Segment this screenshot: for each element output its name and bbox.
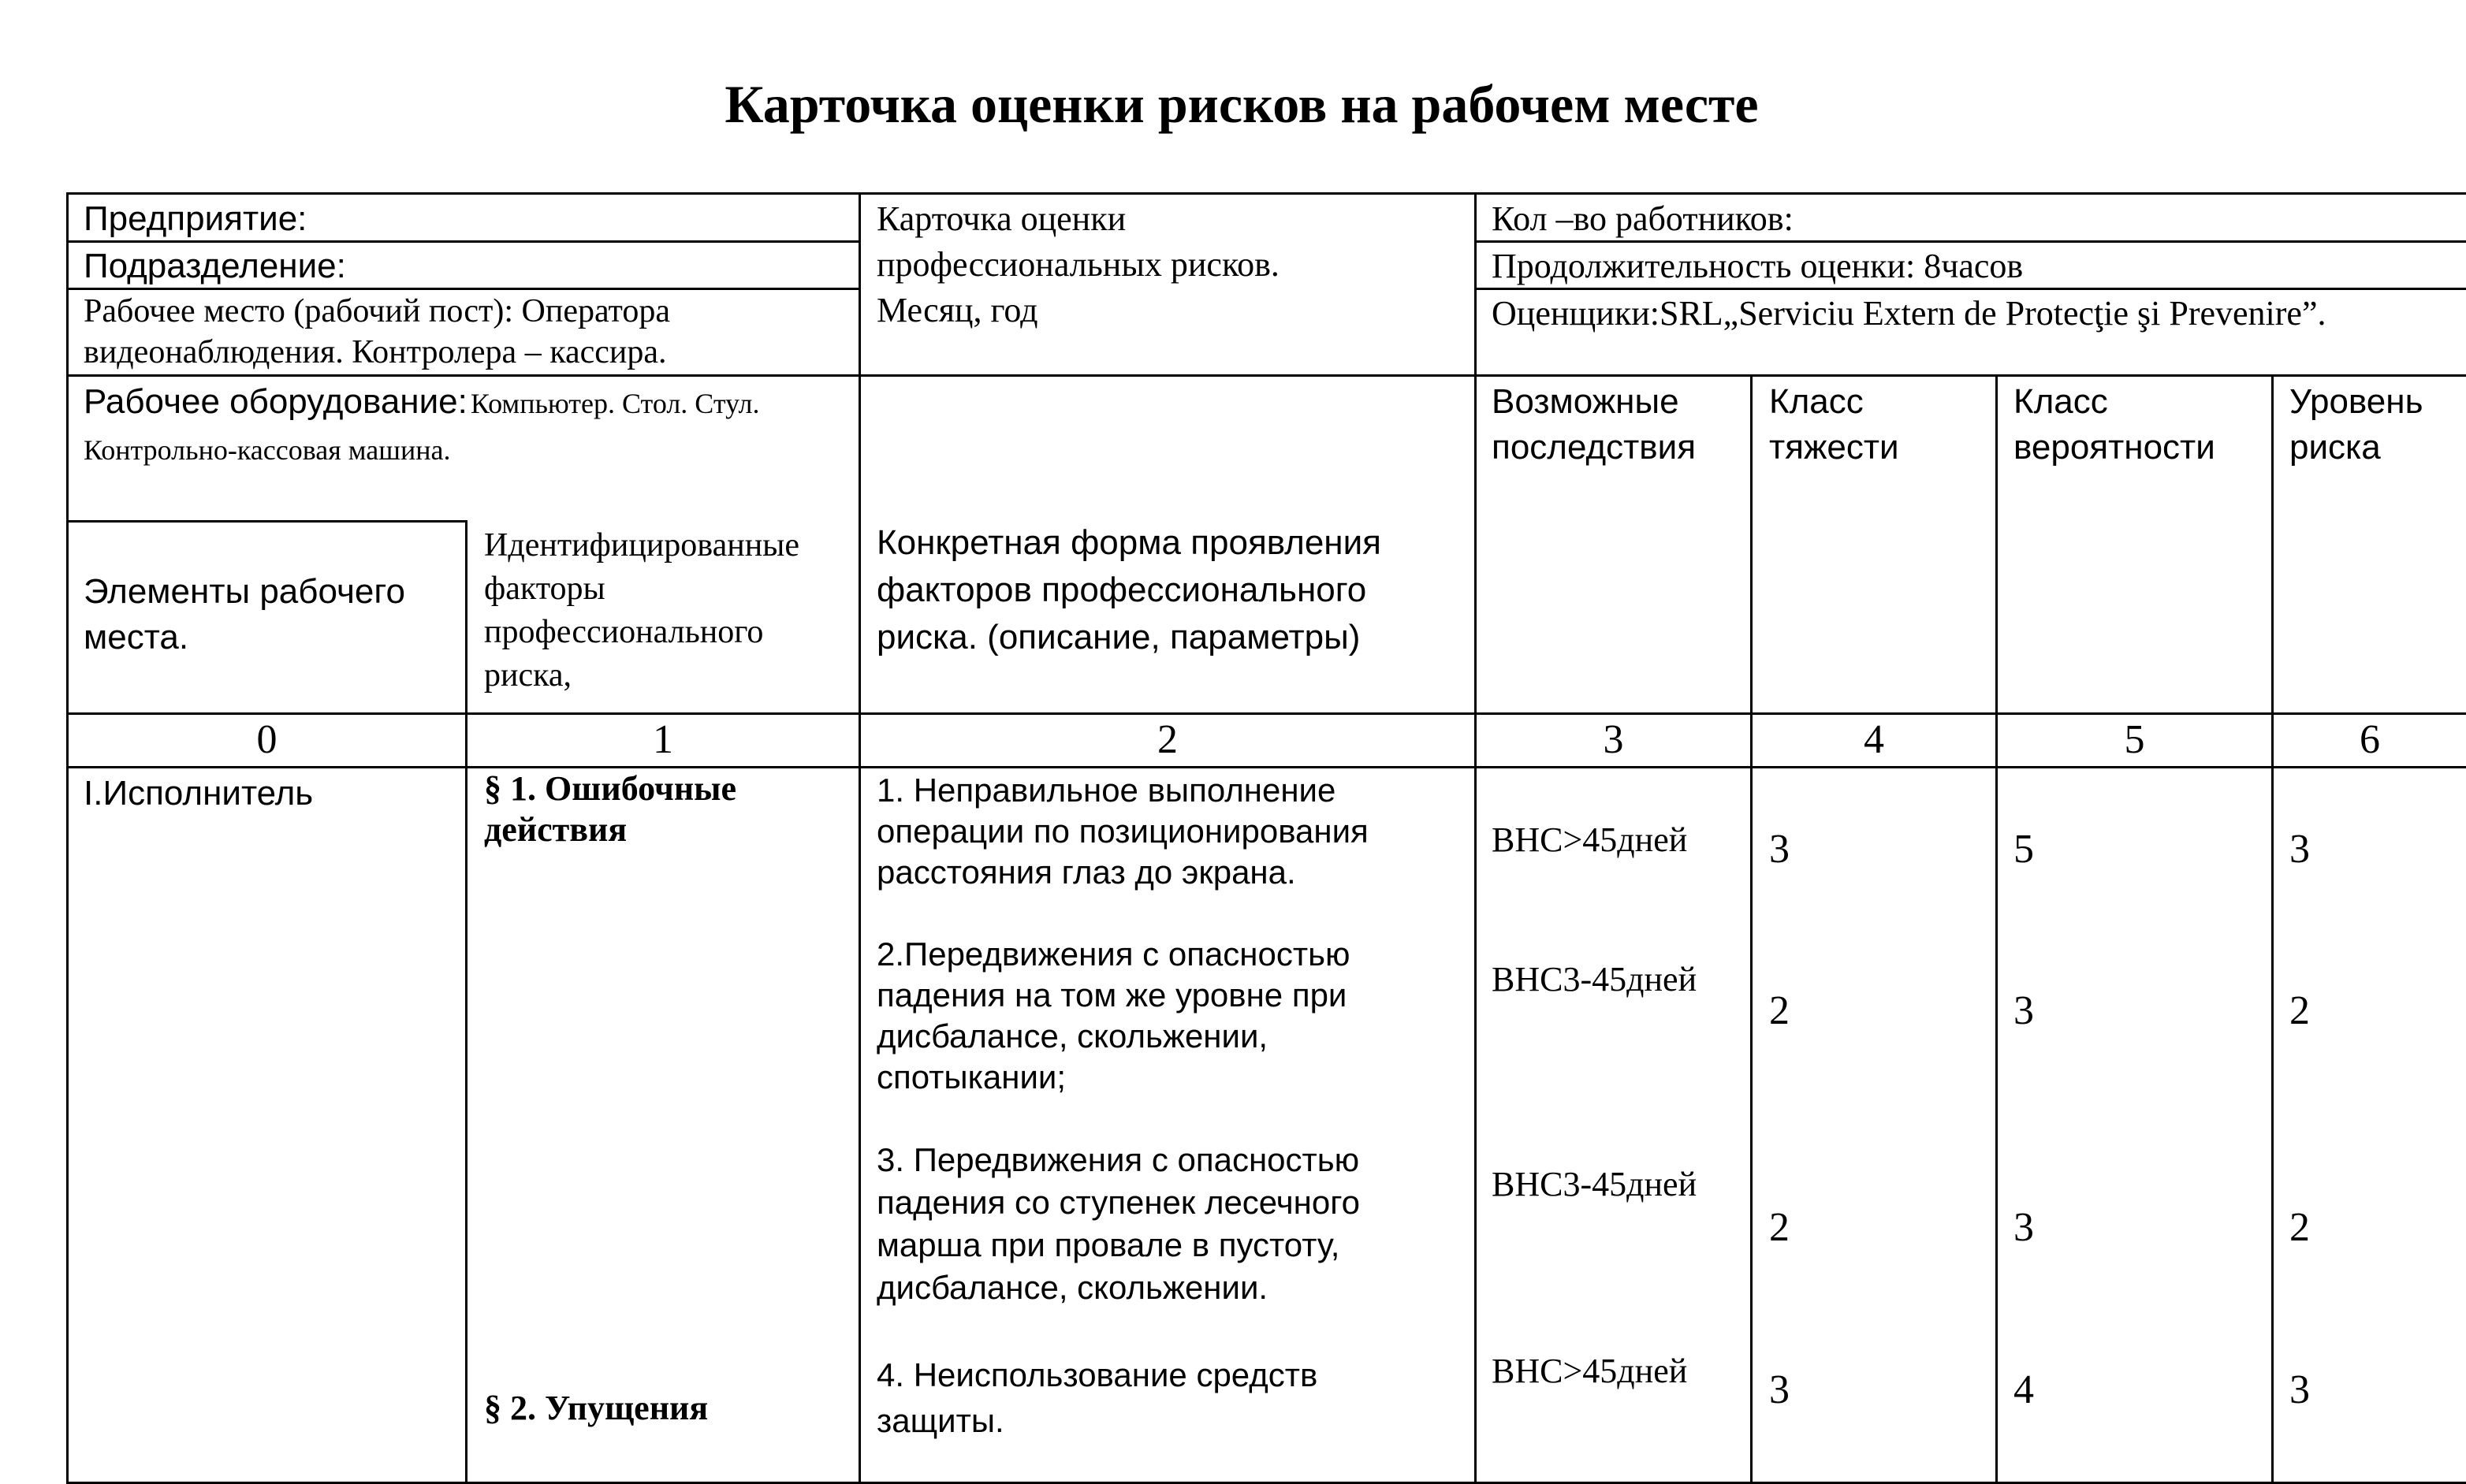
risk-level: 3: [2289, 827, 2310, 872]
equipment-value: Контрольно-кассовая машина.: [84, 434, 451, 466]
card-title-line: профессиональных рисков.: [877, 245, 1280, 284]
column-number: 2: [1157, 717, 1178, 762]
table-left-border: [66, 192, 69, 1484]
table-top-border: [66, 192, 2466, 195]
workplace-line: Рабочее место (рабочий пост): Оператора: [84, 293, 671, 329]
column-number: 3: [1603, 717, 1624, 762]
assessment-duration: Продолжительность оценки: 8часов: [1492, 247, 2024, 285]
workplace-line: видеонаблюдения. Контролера – кассира.: [84, 334, 667, 370]
column-header-probability: Класс вероятности: [2013, 382, 2215, 467]
probability-class: 4: [2013, 1367, 2034, 1412]
row-separator: [66, 766, 2466, 768]
card-title: [877, 196, 1280, 333]
severity-class: 2: [1769, 988, 1790, 1033]
column-number: 4: [1864, 717, 1884, 762]
column-header-elements: Элементы рабочего места.: [84, 572, 405, 656]
risk-description: 3. Передвижения с опасностью падения со ступенек лесечного марша при провале в пустоту, дисбалансе, скольжении.: [877, 1141, 1360, 1306]
probability-class: 5: [2013, 827, 2034, 872]
column-separator: [1474, 192, 1477, 1484]
severity-class: 3: [1769, 827, 1790, 872]
column-separator: [1995, 374, 1998, 1484]
workers-count-label: Кол –во работников:: [1492, 199, 1794, 238]
probability-class: 3: [2013, 988, 2034, 1033]
column-header-severity: Класс тяжести: [1769, 382, 1899, 467]
equipment-block: [84, 380, 759, 468]
column-separator: [2271, 374, 2274, 1484]
consequence-value: ВНС3-45дней: [1492, 1165, 1697, 1203]
card-title-line: Карточка оценки: [877, 199, 1127, 238]
probability-class: 3: [2013, 1205, 2034, 1250]
factor-omissions: § 2. Упущения: [484, 1389, 709, 1427]
risk-level: 2: [2289, 988, 2310, 1033]
column-number: 0: [256, 717, 278, 762]
row-separator: [66, 374, 2466, 377]
workplace-element: I.Исполнитель: [84, 774, 314, 813]
column-number: 5: [2124, 717, 2145, 762]
risk-level: 3: [2289, 1367, 2310, 1412]
risk-level: 2: [2289, 1205, 2310, 1250]
consequence-value: ВНС>45дней: [1492, 820, 1688, 859]
column-number: 6: [2360, 717, 2380, 762]
severity-class: 2: [1769, 1205, 1790, 1250]
column-separator: [859, 192, 861, 1484]
assessors: Оценщики:SRL„Serviciu Extern de Protecţie şi Prevenire”.: [1492, 294, 2326, 333]
document-title: Карточка оценки рисков на рабочем месте: [725, 74, 1759, 134]
card-date-line: Месяц, год: [877, 291, 1038, 329]
column-separator: [1750, 374, 1753, 1484]
column-header-factors: Идентифицированные факторы профессионального риска,: [484, 527, 800, 694]
column-number: 1: [653, 717, 673, 762]
equipment-label: Рабочее оборудование:: [84, 382, 467, 421]
column-header-risk-level: Уровень риска: [2289, 382, 2423, 467]
enterprise-label: Предприятие:: [84, 199, 307, 238]
consequence-value: ВНС3-45дней: [1492, 960, 1697, 999]
risk-description: 2.Передвижения с опасностью падения на том же уровне при дисбалансе, скольжении, спотыкании;: [877, 935, 1350, 1095]
factor-erroneous-actions: § 1. Ошибочные действия: [484, 769, 737, 849]
consequence-value: ВНС>45дней: [1492, 1352, 1688, 1390]
risk-description: 4. Неиспользование средств защиты.: [877, 1356, 1318, 1439]
column-header-consequences: Возможные последствия: [1492, 382, 1697, 467]
risk-description: 1. Неправильное выполнение операции по позиционирования расстояния глаз до экрана.: [877, 772, 1369, 891]
column-header-form: Конкретная форма проявления факторов профессионального риска. (описание, параметры): [877, 523, 1381, 656]
column-separator: [465, 520, 467, 1484]
row-separator: [66, 520, 467, 523]
workplace-label: [84, 291, 670, 373]
severity-class: 3: [1769, 1367, 1790, 1412]
subdivision-label: Подразделение:: [84, 247, 346, 285]
equipment-value: Компьютер. Стол. Стул.: [470, 388, 760, 419]
